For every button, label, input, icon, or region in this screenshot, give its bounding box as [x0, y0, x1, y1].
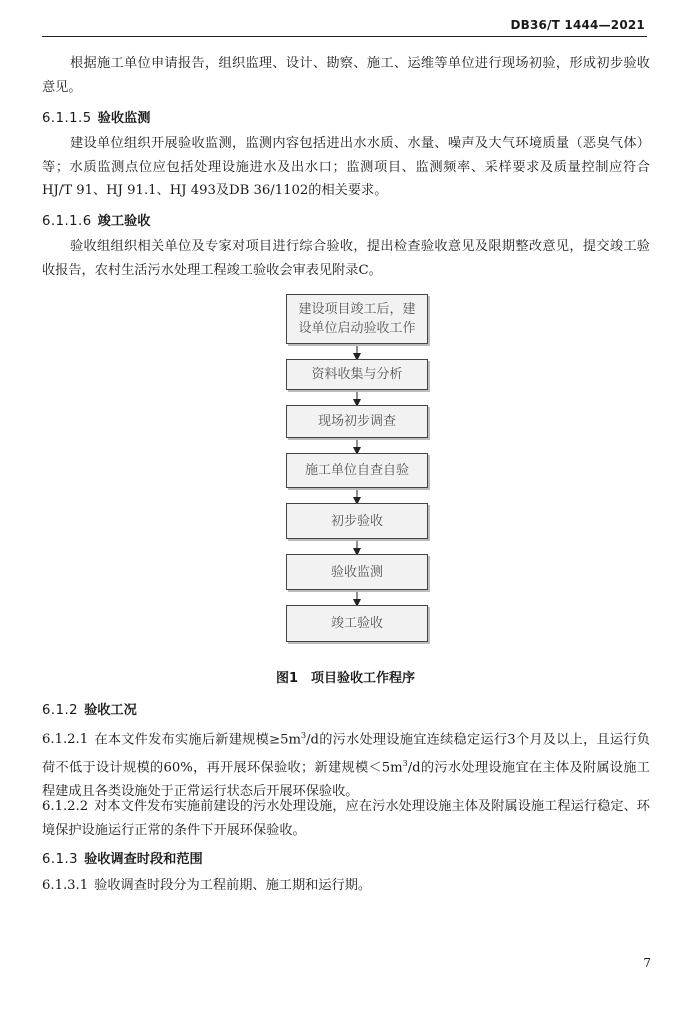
paragraph-6-1-1-6: 验收组组织相关单位及专家对项目进行综合验收，提出检查验收意见及限期整改意见，提交竣工验收报告，农村生活污水处理工程竣工验收会审表见附录C。: [42, 239, 650, 278]
page-number: 7: [643, 956, 651, 970]
section-title: 验收调查时段和范围: [84, 852, 203, 867]
superscript: 3: [402, 758, 408, 768]
flow-step-self-check: 施工单位自查自验: [286, 453, 428, 488]
paragraph-6-1-3-1: [42, 874, 650, 898]
clause-text: /d的污水处理设施宜在主体及附属设施工程建成且各类设施处于正常运行状态后开展环保验收。: [42, 760, 650, 799]
section-number: 6.1.1.5: [42, 111, 92, 126]
paragraph-6-1-1-5: 建设单位组织开展验收监测，监测内容包括进出水水质、水量、噪声及大气环境质量（恶臭气体）等；水质监测点位应包括处理设施进水及出水口；监测项目、监测频率、采样要求及质量控制应符合HJ/T 91、HJ 91.1、HJ 493及DB 36/1102的相关要求。: [42, 136, 650, 198]
flow-step-monitoring: 验收监测: [286, 554, 428, 590]
section-title: 竣工验收: [97, 214, 151, 229]
heading-6-1-3: [42, 848, 203, 867]
section-title: 验收监测: [97, 111, 151, 126]
heading-6-1-2: [42, 699, 137, 718]
document-code: DB36/T 1444—2021: [510, 18, 645, 32]
clause-number: 6.1.2.2: [42, 799, 89, 814]
flow-step-completion: 竣工验收: [286, 605, 428, 642]
flow-step-site-survey: 现场初步调查: [286, 405, 428, 438]
flow-step-data-collection: 资料收集与分析: [286, 359, 428, 390]
section-number: 6.1.3: [42, 852, 79, 867]
clause-number: 6.1.3.1: [42, 878, 89, 893]
superscript: 3: [300, 731, 307, 740]
clause-number: 6.1.2.1: [42, 732, 89, 748]
flow-step-initial-acceptance: 初步验收: [286, 503, 428, 539]
clause-text: 在本文件发布实施后新建规模≥5m: [94, 732, 301, 748]
section-title: 验收工况: [84, 703, 137, 718]
clause-text: 验收调查时段分为工程前期、施工期和运行期。: [94, 878, 372, 893]
intro-paragraph: 根据施工单位申请报告，组织监理、设计、勘察、施工、运维等单位进行现场初验，形成初步验收意见。: [42, 56, 650, 95]
figure-caption: 图1 项目验收工作程序: [275, 671, 416, 686]
flow-step-start: 建设项目竣工后，建设单位启动验收工作: [286, 294, 428, 344]
paragraph-6-1-2-1: [42, 724, 650, 803]
section-number: 6.1.1.6: [42, 214, 92, 229]
clause-text: 对本文件发布实施前建设的污水处理设施，应在污水处理设施主体及附属设施工程运行稳定、环境保护设施运行正常的条件下开展环保验收。: [42, 799, 650, 838]
clause-text: /d的污水处理设施宜连续稳定运行3个月及以上，且运行负荷不低于设计规模的60%，再开展环保验收；新建规模＜5m: [42, 732, 650, 776]
section-number: 6.1.2: [42, 703, 79, 718]
paragraph-6-1-2-2: [42, 795, 650, 842]
